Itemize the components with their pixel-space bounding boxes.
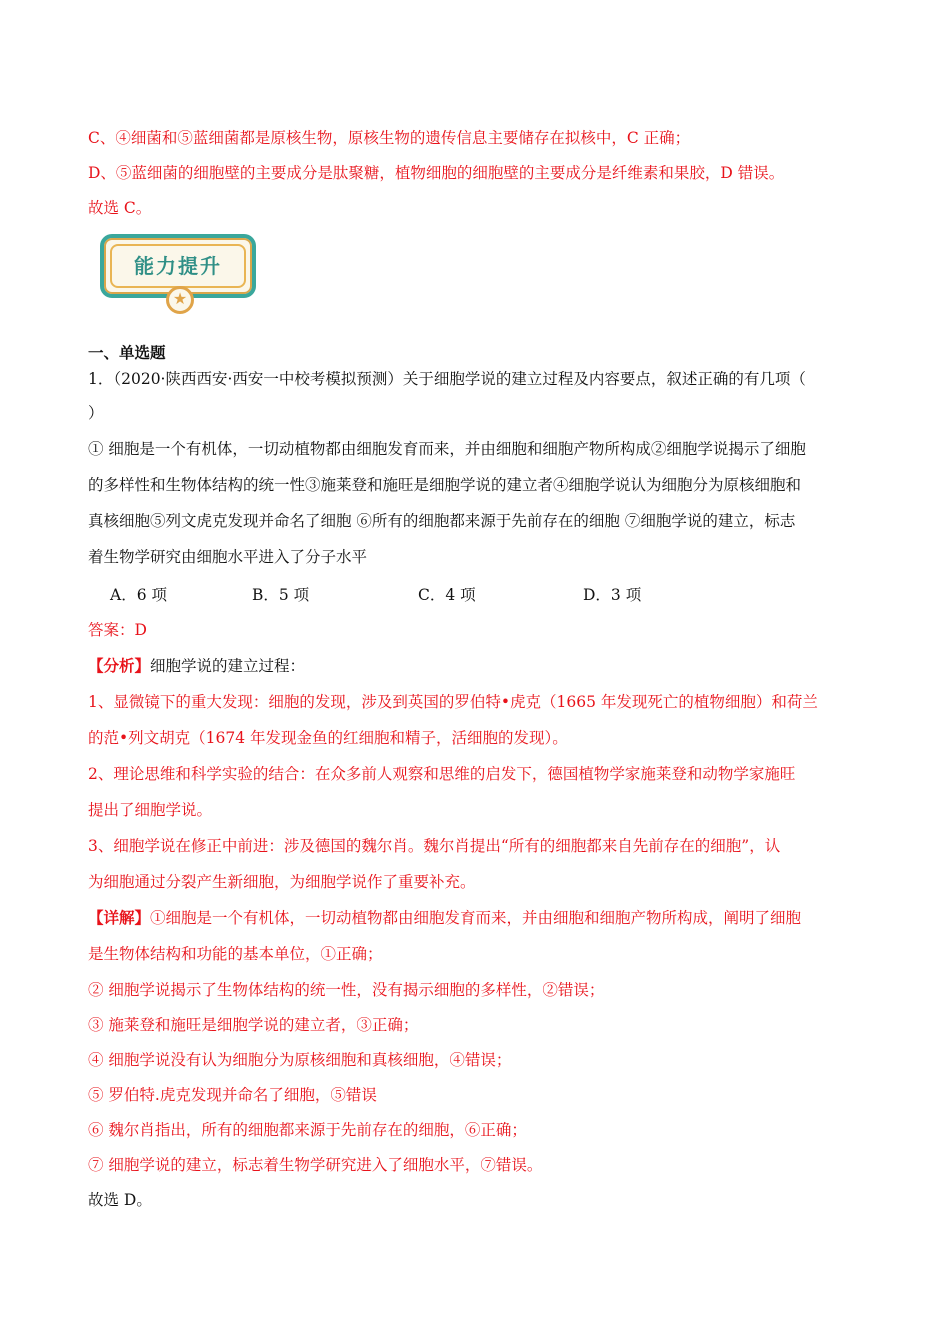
detail-label: 【详解】 — [88, 908, 151, 927]
analysis-line: 为细胞通过分裂产生新细胞，为细胞学说作了重要补充。 — [88, 873, 476, 891]
analysis-intro: 细胞学说的建立过程： — [150, 657, 306, 675]
analysis-line: 2、理论思维和科学实验的结合：在众多前人观察和思维的启发下，德国植物学家施莱登和动物学家施旺 — [88, 765, 796, 783]
final-conclusion: 故选 D。 — [88, 1191, 152, 1209]
badge-label: 能力提升 — [134, 254, 222, 278]
question-stem-line: 真核细胞⑤列文虎克发现并命名了细胞 ⑥所有的细胞都来源于先前存在的细胞 ⑦细胞学说的建立，标志 — [88, 512, 796, 530]
answer: 答案：D — [88, 621, 147, 639]
ability-badge — [100, 234, 256, 308]
question-stem-line: 1．（2020·陕西西安·西安一中校考模拟预测）关于细胞学说的建立过程及内容要点，叙述正确的有几项（ — [88, 370, 806, 388]
analysis-line: 提出了细胞学说。 — [88, 801, 213, 819]
detail-heading — [88, 908, 801, 928]
previous-conclusion: 故选 C。 — [88, 199, 152, 217]
analysis-label: 【分析】 — [88, 656, 151, 675]
question-stem-line: 着生物学研究由细胞水平进入了分子水平 — [88, 548, 368, 566]
option-a: A．6 项 — [110, 586, 167, 604]
section-title: 一、单选题 — [88, 343, 166, 362]
detail-line: ② 细胞学说揭示了生物体结构的统一性，没有揭示细胞的多样性，②错误； — [88, 981, 605, 999]
option-c-explanation: C、④细菌和⑤蓝细菌都是原核生物，原核生物的遗传信息主要储存在拟核中，C 正确； — [88, 129, 691, 147]
analysis-line: 3、细胞学说在修正中前进：涉及德国的魏尔肖。魏尔肖提出“所有的细胞都来自先前存在的细胞”，认 — [88, 837, 781, 855]
option-c: C．4 项 — [418, 586, 476, 604]
detail-line: ⑥ 魏尔肖指出，所有的细胞都来源于先前存在的细胞，⑥正确； — [88, 1121, 527, 1139]
option-d: D．3 项 — [583, 586, 642, 604]
star-icon: ★ — [166, 286, 194, 314]
detail-line: ④ 细胞学说没有认为细胞分为原核细胞和真核细胞，④错误； — [88, 1051, 512, 1069]
detail-line: 是生物体结构和功能的基本单位，①正确； — [88, 945, 383, 963]
question-stem-line: ① 细胞是一个有机体，一切动植物都由细胞发育而来，并由细胞和细胞产物所构成②细胞学说揭示了细胞 — [88, 440, 806, 458]
analysis-heading — [88, 656, 305, 676]
detail-line: ⑦ 细胞学说的建立，标志着生物学研究进入了细胞水平，⑦错误。 — [88, 1156, 543, 1174]
analysis-line: 1、显微镜下的重大发现：细胞的发现，涉及到英国的罗伯特•虎克（1665 年发现死亡的植物细胞）和荷兰 — [88, 693, 818, 711]
detail-first-line: ①细胞是一个有机体，一切动植物都由细胞发育而来，并由细胞和细胞产物所构成，阐明了细胞 — [150, 909, 802, 927]
analysis-line: 的范•列文胡克（1674 年发现金鱼的红细胞和精子，活细胞的发现）。 — [88, 729, 568, 747]
question-stem-line: 的多样性和生物体结构的统一性③施莱登和施旺是细胞学说的建立者④细胞学说认为细胞分为原核细胞和 — [88, 476, 802, 494]
detail-line: ③ 施莱登和施旺是细胞学说的建立者，③正确； — [88, 1016, 419, 1034]
detail-line: ⑤ 罗伯特.虎克发现并命名了细胞，⑤错误 — [88, 1086, 377, 1104]
option-b: B．5 项 — [252, 586, 310, 604]
option-d-explanation: D、⑤蓝细菌的细胞壁的主要成分是肽聚糖，植物细胞的细胞壁的主要成分是纤维素和果胶，D 错误。 — [88, 164, 785, 182]
question-stem-line: ） — [88, 404, 104, 422]
